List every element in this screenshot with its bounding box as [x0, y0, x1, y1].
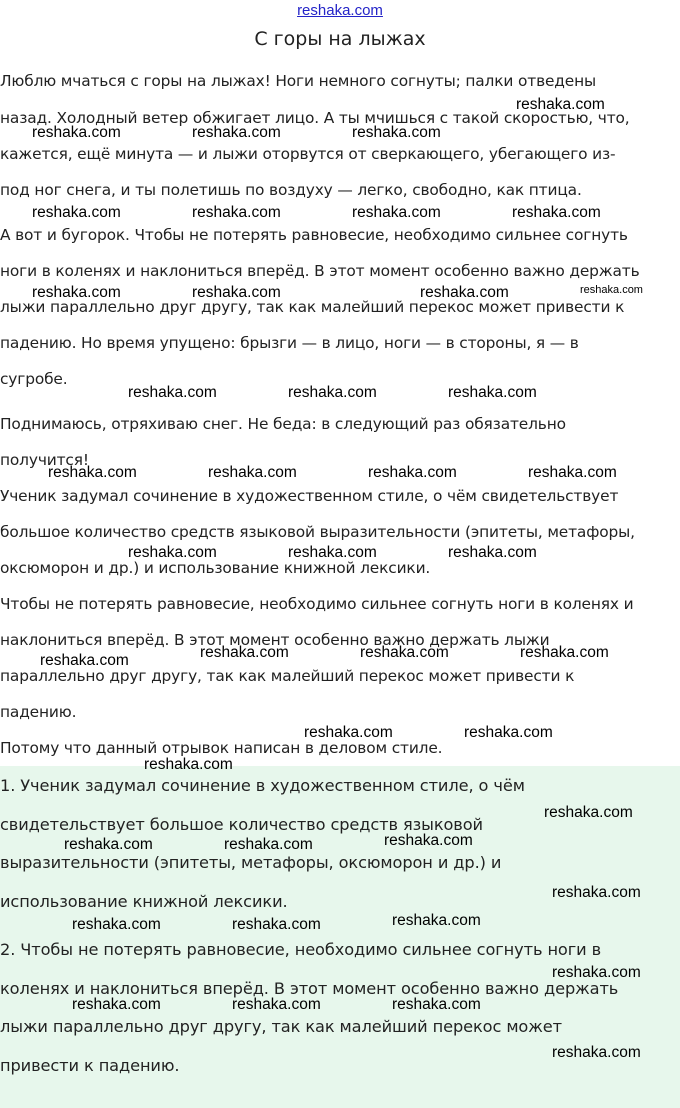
- watermark: reshaka.com: [72, 996, 161, 1013]
- watermark: reshaka.com: [128, 544, 217, 561]
- watermark: reshaka.com: [72, 916, 161, 933]
- answer-line: использование книжной лексики.: [0, 892, 288, 911]
- watermark: reshaka.com: [552, 964, 641, 981]
- watermark: reshaka.com: [552, 1044, 641, 1061]
- text-line: под ног снега, и ты полетишь по воздуху — легко, свободно, как птица.: [0, 181, 582, 199]
- watermark: reshaka.com: [580, 284, 643, 296]
- watermark: reshaka.com: [32, 204, 121, 221]
- watermark: reshaka.com: [64, 836, 153, 853]
- watermark: reshaka.com: [360, 644, 449, 661]
- text-line: падению. Но время упущено: брызги — в лицо, ноги — в стороны, я — в: [0, 334, 579, 352]
- watermark: reshaka.com: [544, 804, 633, 821]
- watermark: reshaka.com: [392, 996, 481, 1013]
- watermark: reshaka.com: [232, 916, 321, 933]
- watermark: reshaka.com: [516, 96, 605, 113]
- text-line: получится!: [0, 451, 89, 469]
- text-line: параллельно друг другу, так как малейший перекос может привести к: [0, 667, 575, 685]
- answer-line: 2. Чтобы не потерять равновесие, необходимо сильнее согнуть ноги в: [0, 940, 602, 959]
- page-title: С горы на лыжах: [254, 28, 426, 50]
- text-line: Поднимаюсь, отряхиваю снег. Не беда: в следующий раз обязательно: [0, 415, 566, 433]
- watermark: reshaka.com: [448, 544, 537, 561]
- text-line: Люблю мчаться с горы на лыжах! Ноги немного согнуты; палки отведены: [0, 72, 597, 90]
- watermark: reshaka.com: [384, 832, 473, 849]
- watermark: reshaka.com: [448, 384, 537, 401]
- answer-line: свидетельствует большое количество средств языковой: [0, 815, 483, 834]
- answer-line: коленях и наклониться вперёд. В этот момент особенно важно держать: [0, 979, 619, 998]
- text-line: Чтобы не потерять равновесие, необходимо сильнее согнуть ноги в коленях и: [0, 595, 634, 613]
- text-line: большое количество средств языковой выразительности (эпитеты, метафоры,: [0, 523, 635, 541]
- watermark: reshaka.com: [304, 724, 393, 741]
- watermark: reshaka.com: [48, 464, 137, 481]
- answer-line: лыжи параллельно друг другу, так как малейший перекос может: [0, 1017, 562, 1036]
- text-line: Ученик задумал сочинение в художественном стиле, о чём свидетельствует: [0, 487, 619, 505]
- text-line: лыжи параллельно друг другу, так как малейший перекос может привести к: [0, 298, 625, 316]
- watermark: reshaka.com: [288, 544, 377, 561]
- text-line: сугробе.: [0, 370, 68, 388]
- watermark: reshaka.com: [232, 996, 321, 1013]
- text-line: наклониться вперёд. В этот момент особенно важно держать лыжи: [0, 631, 550, 649]
- watermark: reshaka.com: [32, 124, 121, 141]
- watermark: reshaka.com: [32, 284, 121, 301]
- watermark: reshaka.com: [192, 124, 281, 141]
- watermark: reshaka.com: [208, 464, 297, 481]
- text-line: кажется, ещё минута — и лыжи оторвутся от сверкающего, убегающего из-: [0, 145, 616, 163]
- watermark: reshaka.com: [368, 464, 457, 481]
- watermark: reshaka.com: [288, 384, 377, 401]
- text-line: падению.: [0, 703, 77, 721]
- text-line: оксюморон и др.) и использование книжной лексики.: [0, 559, 431, 577]
- answer-line: 1. Ученик задумал сочинение в художественном стиле, о чём: [0, 776, 525, 795]
- text-line: Потому что данный отрывок написан в деловом стиле.: [0, 739, 443, 757]
- watermark: reshaka.com: [352, 124, 441, 141]
- watermark: reshaka.com: [512, 204, 601, 221]
- answer-line: привести к падению.: [0, 1056, 180, 1075]
- watermark: reshaka.com: [128, 384, 217, 401]
- watermark: reshaka.com: [464, 724, 553, 741]
- watermark: reshaka.com: [392, 912, 481, 929]
- watermark: reshaka.com: [144, 756, 233, 773]
- watermark: reshaka.com: [40, 652, 129, 669]
- text-line: А вот и бугорок. Чтобы не потерять равновесие, необходимо сильнее согнуть: [0, 226, 628, 244]
- watermark: reshaka.com: [224, 836, 313, 853]
- answer-line: выразительности (эпитеты, метафоры, оксюморон и др.) и: [0, 853, 502, 872]
- watermark: reshaka.com: [192, 204, 281, 221]
- watermark: reshaka.com: [520, 644, 609, 661]
- text-line: ноги в коленях и наклониться вперёд. В этот момент особенно важно держать: [0, 262, 640, 280]
- watermark: reshaka.com: [192, 284, 281, 301]
- text-line: назад. Холодный ветер обжигает лицо. А ты мчишься с такой скоростью, что,: [0, 109, 630, 127]
- watermark: reshaka.com: [528, 464, 617, 481]
- watermark: reshaka.com: [552, 884, 641, 901]
- watermark: reshaka.com: [420, 284, 509, 301]
- site-link[interactable]: reshaka.com: [297, 2, 383, 19]
- watermark: reshaka.com: [352, 204, 441, 221]
- watermark: reshaka.com: [200, 644, 289, 661]
